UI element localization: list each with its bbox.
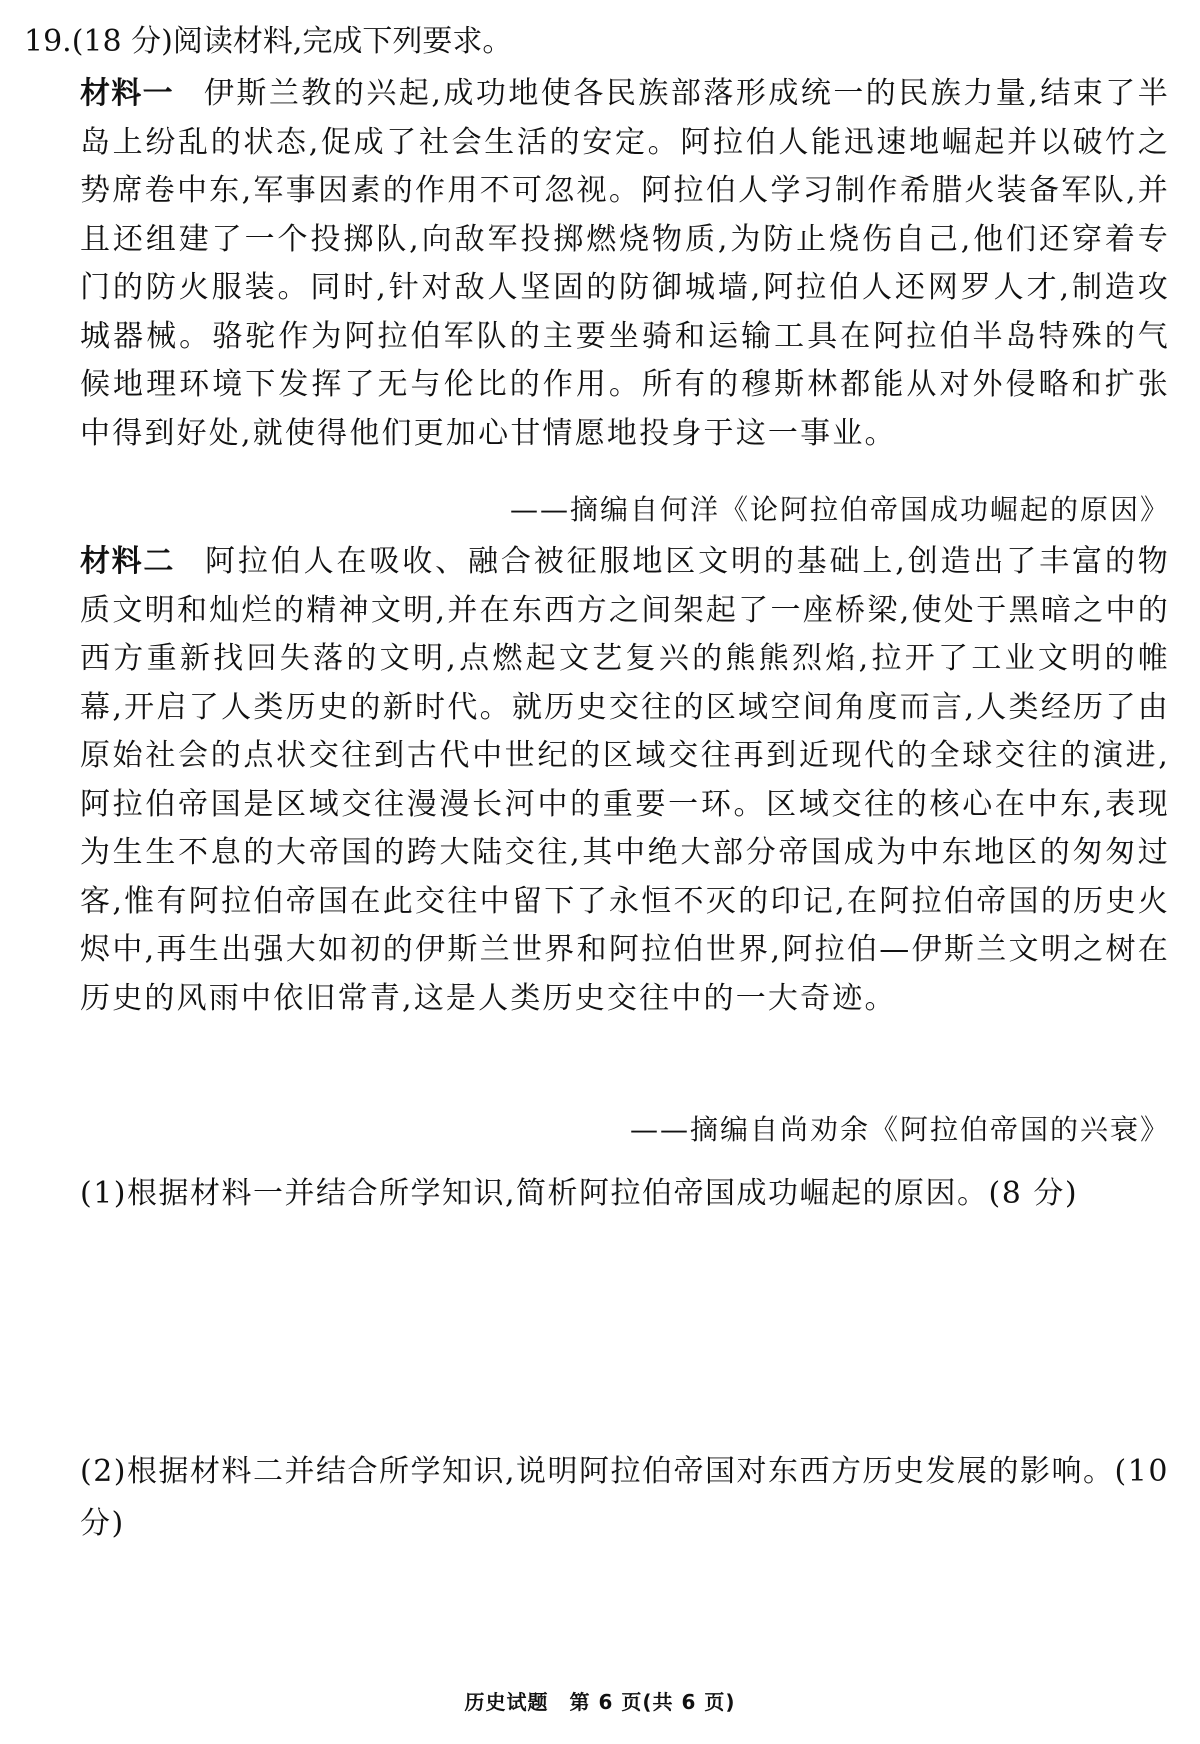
material-two-source: ——摘编自尚劝余《阿拉伯帝国的兴衰》 (629, 1113, 1170, 1146)
subquestion-one: (1)根据材料一并结合所学知识,简析阿拉伯帝国成功崛起的原因。(8 分) (80, 1176, 1079, 1211)
page-footer: 历史试题 第 6 页(共 6 页) (464, 1690, 736, 1714)
material-one-source: ——摘编自何洋《论阿拉伯帝国成功崛起的原因》 (509, 493, 1170, 526)
subquestion-two: (2)根据材料二并结合所学知识,说明阿拉伯帝国对东西方历史发展的影响。(10 分) (80, 1454, 1169, 1541)
material-one-label: 材料一 (80, 76, 174, 111)
material-one-text: 伊斯兰教的兴起,成功地使各民族部落形成统一的民族力量,结束了半岛上纷乱的状态,促成了社会生活的安定。阿拉伯人能迅速地崛起并以破竹之势席卷中东,军事因素的作用不可忽视。阿拉伯人学习制作希腊火装备军队,并且还组建了一个投掷队,向敌军投掷燃烧物质,为防止烧伤自己,他们还穿着专门的防火服装。同时,针对敌人坚固的防御城墙,阿拉伯人还网罗人才,制造攻城器械。骆驼作为阿拉伯军队的主要坐骑和运输工具在阿拉伯半岛特殊的气候地理环境下发挥了无与伦比的作用。所有的穆斯林都能从对外侵略和扩张中得到好处,就使得他们更加心甘情愿地投身于这一事业。 (80, 76, 1170, 451)
material-two (80, 538, 1170, 1023)
material-two-text: 阿拉伯人在吸收、融合被征服地区文明的基础上,创造出了丰富的物质文明和灿烂的精神文明,并在东西方之间架起了一座桥梁,使处于黑暗之中的西方重新找回失落的文明,点燃起文艺复兴的熊熊烈焰,拉开了工业文明的帷幕,开启了人类历史的新时代。就历史交往的区域空间角度而言,人类经历了由原始社会的点状交往到古代中世纪的区域交往再到近现代的全球交往的演进,阿拉伯帝国是区域交往漫漫长河中的重要一环。区域交往的核心在中东,表现为生生不息的大帝国的跨大陆交往,其中绝大部分帝国成为中东地区的匆匆过客,惟有阿拉伯帝国在此交往中留下了永恒不灭的印记,在阿拉伯帝国的历史火烬中,再生出强大如初的伊斯兰世界和阿拉伯世界,阿拉伯—伊斯兰文明之树在历史的风雨中依旧常青,这是人类历史交往中的一大奇迹。 (80, 544, 1170, 1016)
material-two-label: 材料二 (80, 544, 176, 579)
material-one (80, 70, 1170, 458)
question-title: 19.(18 分)阅读材料,完成下列要求。 (24, 24, 513, 59)
